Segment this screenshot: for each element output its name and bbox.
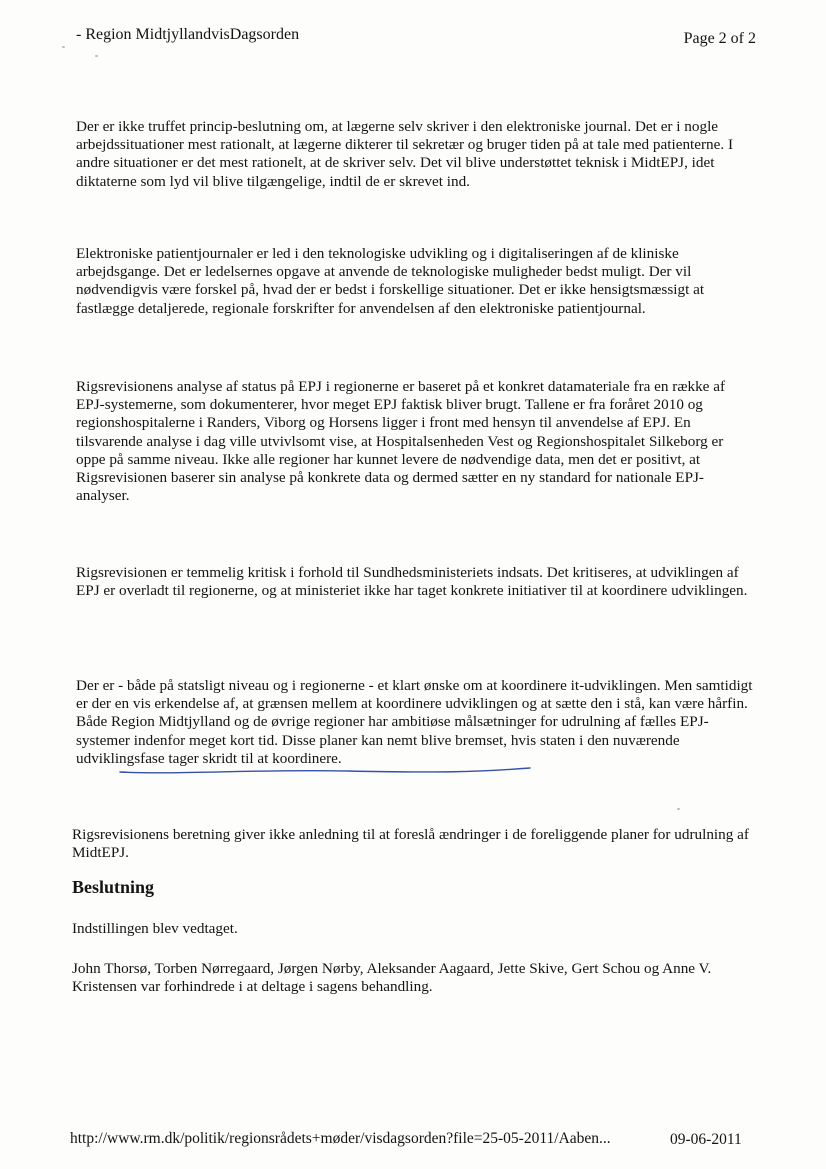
scan-speck: [62, 46, 65, 48]
scan-speck: [95, 55, 98, 57]
absent-members: John Thorsø, Torben Nørregaard, Jørgen Nørby, Aleksander Aagaard, Jette Skive, Gert Schou og Anne V. Kristensen var forhindrede i at deltage i sagens behandling.: [72, 960, 712, 996]
paragraph-coordination: Der er - både på statsligt niveau og i regionerne - et klart ønske om at koordinere it-udviklingen. Men samtidigt er der en vis erkendelse af, at grænsen mellem at koordinere udviklingen og at sætte den i stå, kan være hårfin. Både Region Midtjylland og de øvrige regioner har ambitiøse målsætninger for udrulning af fælles EPJ-systemer indenfor meget kort tid. Disse planer kan nemt blive bremset, hvis staten i den nuværende udviklingsfase tager skridt til at koordinere.: [76, 677, 753, 767]
page-number: Page 2 of 2: [683, 30, 756, 47]
footer-date: 09-06-2011: [670, 1131, 742, 1148]
decision-text: Indstillingen blev vedtaget.: [72, 920, 238, 937]
handwritten-underline: [118, 759, 533, 777]
footer-url: http://www.rm.dk/politik/regionsrådets+møder/visdagsorden?file=25-05-2011/Aaben...: [70, 1130, 611, 1147]
decision-heading: Beslutning: [72, 877, 155, 897]
paragraph-no-changes: Rigsrevisionens beretning giver ikke anledning til at foreslå ændringer i de foreliggende planer for udrulning af MidtEPJ.: [72, 826, 749, 862]
paragraph-ministry-criticism: Rigsrevisionen er temmelig kritisk i forhold til Sundhedsministeriets indsats. Det kritiseres, at udviklingen af EPJ er overladt til regionerne, og at ministeriet ikke har taget konkrete initiativer til at koordinere udviklingen.: [76, 564, 748, 600]
header-title: - Region MidtjyllandvisDagsorden: [76, 26, 300, 43]
paragraph-audit-analysis: Rigsrevisionens analyse af status på EPJ i regionerne er baseret på et konkret datamateriale fra en række af EPJ-systemerne, som dokumenterer, hvor meget EPJ faktisk bliver brugt. Tallene er fra foråret 2010 og regionshospitalerne i Randers, Viborg og Horsens ligger i front med hensyn til anvendelse af EPJ. En tilsvarende analyse i dag ville utvivlsomt vise, at Hospitalsenheden Vest og Regionshospitalet Silkeborg er oppe på samme niveau. Ikke alle regioner har kunnet levere de nødvendige data, men det er positivt, at Rigsrevisionen baserer sin analyse på konkrete data og dermed sætter en ny standard for nationale EPJ-analyser.: [76, 378, 726, 505]
paragraph-dictation: Der er ikke truffet princip-beslutning om, at lægerne selv skriver i den elektroniske journal. Det er i nogle arbejdssituationer mest rationalt, at lægerne dikterer til sekretær og bruger tiden på at tale med patienterne. I andre situationer er det mest rationelt, at de skriver selv. Det vil blive understøttet teknisk i MidtEPJ, idet diktaterne som lyd vil blive tilgængelige, indtil de er skrevet ind.: [76, 118, 734, 190]
scan-speck: [677, 808, 680, 810]
paragraph-electronic-journals: Elektroniske patientjournaler er led i den teknologiske udvikling og i digitaliseringen af de kliniske arbejdsgange. Det er ledelsernes opgave at anvende de teknologiske muligheder bedst muligt. Der vil nødvendigvis være forskel på, hvad der er bedst i forskellige situationer. Det er ikke hensigtsmæssigt at fastlægge detaljerede, regionale forskrifter for anvendelsen af den elektroniske patientjournal.: [76, 245, 705, 317]
